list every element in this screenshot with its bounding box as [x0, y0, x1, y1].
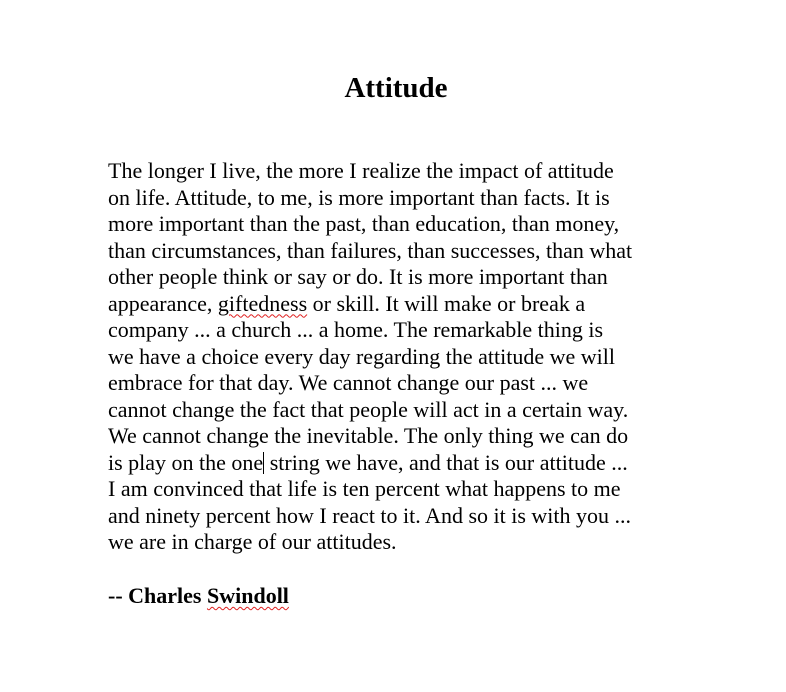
author-attribution	[108, 582, 289, 610]
body-line-3: more important than the past, than education, than money,	[108, 211, 620, 236]
body-line-4: than circumstances, than failures, than successes, than what	[108, 237, 633, 263]
body-line-11: We cannot change the inevitable. The only thing we can do	[108, 423, 629, 448]
body-line-14: and ninety percent how I react to it. And so it is with you ...	[108, 502, 632, 528]
body-line-12	[108, 450, 728, 477]
body-line-1: The longer I live, the more I realize the impact of attitude	[108, 158, 614, 183]
body-line-7: company ... a church ... a home. The remarkable thing is	[108, 317, 604, 342]
body-line-12-end: string we have, and that is our attitude ...	[264, 449, 628, 475]
author-prefix: -- Charles	[108, 583, 207, 608]
body-line-8: we have a choice every day regarding the attitude we will	[108, 343, 615, 369]
body-line-6-start: appearance,	[108, 290, 218, 316]
body-line-12-start: is play on the one	[108, 449, 264, 475]
document-title: Attitude	[344, 72, 448, 104]
document-body[interactable]	[108, 158, 728, 556]
author-name-flagged[interactable]: Swindoll	[206, 583, 289, 608]
body-line-2: on life. Attitude, to me, is more important than facts. It is	[108, 184, 610, 210]
body-line-13: I am convinced that life is ten percent what happens to me	[108, 476, 621, 501]
body-line-10: cannot change the fact that people will act in a certain way.	[108, 396, 629, 422]
spellcheck-flagged-word[interactable]: giftedness	[217, 290, 308, 316]
body-line-6-end: or skill. It will make or break a	[307, 290, 586, 316]
body-line-5: other people think or say or do. It is more important than	[108, 264, 608, 289]
body-line-9: embrace for that day. We cannot change our past ... we	[108, 370, 589, 395]
body-line-6	[108, 291, 728, 318]
body-line-15: we are in charge of our attitudes.	[108, 529, 397, 554]
